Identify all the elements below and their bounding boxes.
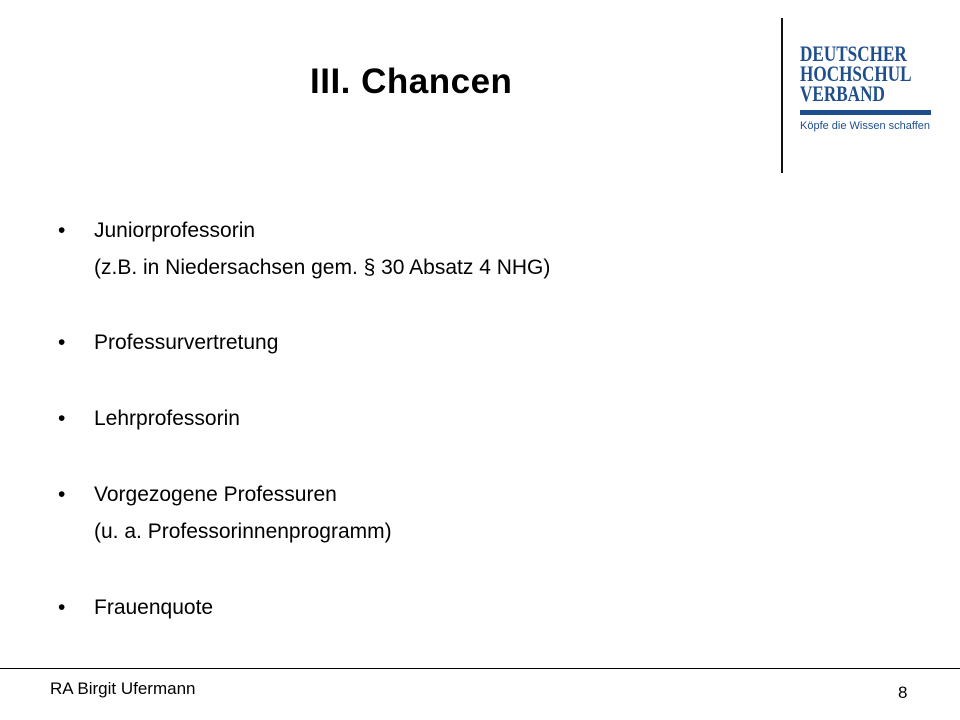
bullet-list: [58, 212, 550, 626]
bullet-icon: •: [58, 331, 66, 354]
bullet-text: Vorgezogene Professuren: [94, 483, 337, 506]
list-item: [58, 324, 550, 361]
bullet-text: Professurvertretung: [94, 331, 279, 354]
logo-tagline: Köpfe die Wissen schaffen: [800, 120, 931, 132]
logo-line-1: DEUTSCHER: [800, 41, 907, 66]
bullet-text: Juniorprofessorin: [94, 219, 256, 242]
list-item: [58, 212, 550, 286]
bullet-subtext: (u. a. Professorinnenprogramm): [94, 520, 392, 543]
bullet-icon: •: [58, 407, 66, 430]
list-item: [58, 400, 550, 437]
list-item: [58, 476, 550, 550]
footer-author: RA Birgit Ufermann: [50, 679, 196, 698]
bullet-text: Lehrprofessorin: [94, 407, 240, 430]
bullet-icon: •: [58, 219, 66, 242]
slide-title: III. Chancen: [310, 62, 513, 101]
logo-bar: [800, 110, 931, 115]
page-number: 8: [898, 683, 908, 702]
bullet-icon: •: [58, 596, 66, 619]
bullet-subtext: (z.B. in Niedersachsen gem. § 30 Absatz 4 NHG): [94, 256, 551, 279]
bullet-icon: •: [58, 483, 66, 506]
footer-divider: [0, 668, 960, 669]
list-item: [58, 589, 550, 626]
dhv-logo: [800, 41, 932, 132]
header-divider: [781, 18, 783, 173]
bullet-text: Frauenquote: [94, 596, 214, 619]
logo-line-3: VERBAND: [800, 81, 885, 106]
logo-line-2: HOCHSCHUL: [800, 61, 912, 86]
